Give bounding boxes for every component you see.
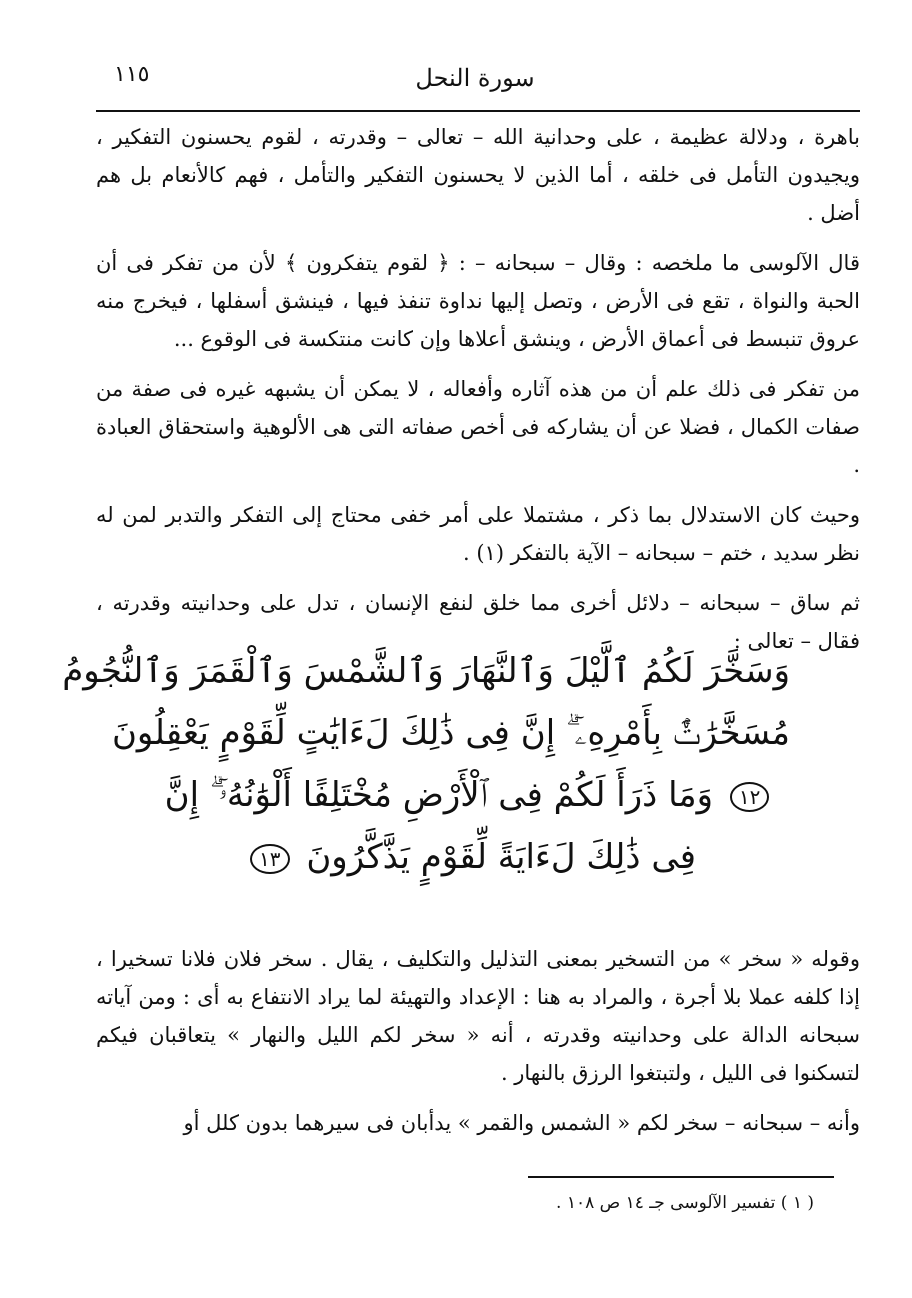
paragraph-2: قال الآلوسى ما ملخصه : وقال – سبحانه – : ﴿ لقوم يتفكرون ﴾ لأن من تفكر فى أن الحبة والنواة ، تقع فى الأرض ، وتصل إليها نداوة تنفذ فيها ، فينشق أسفلها ، فيخرج منه عروق تنبسط فى أعماق الأرض ، وينشق أعلاها وإن كانت منتكسة فى الوقوع ... <box>96 251 860 351</box>
footnote: ( ١ ) تفسير الآلوسى جـ ١٤ ص ١٠٨ . <box>556 1193 814 1213</box>
commentary-bottom <box>96 940 860 1154</box>
quran-verse-block <box>62 640 790 910</box>
ayah-number-13: ١٣ <box>250 844 289 874</box>
surah-title: سورة النحل <box>415 64 535 92</box>
commentary-top <box>96 118 860 672</box>
page-number: ١١٥ <box>114 62 150 87</box>
verse-line-4 <box>150 826 790 888</box>
page-header <box>110 58 840 98</box>
paragraph-7: وأنه – سبحانه – سخر لكم « الشمس والقمر » يدأبان فى سيرهما بدون كلل أو <box>183 1111 860 1135</box>
header-divider <box>96 110 860 112</box>
paragraph-4: وحيث كان الاستدلال بما ذكر ، مشتملا على أمر خفى محتاج إلى التفكر والتدبر لمن له نظر سديد ، ختم – سبحانه – الآية بالتفكر (١) . <box>96 503 860 565</box>
footnote-divider <box>528 1176 834 1178</box>
paragraph-1: باهرة ، ودلالة عظيمة ، على وحدانية الله – تعالى – وقدرته ، لقوم يحسنون التفكير ، ويجيدون التأمل فى خلقه ، أما الذين لا يحسنون التفكير والتأمل ، فهم كالأنعام بل هم أضل . <box>96 125 860 225</box>
paragraph-6: وقوله « سخر » من التسخير بمعنى التذليل والتكليف ، يقال . سخر فلان فلانا تسخيرا ، إذا كلفه عملا بلا أجرة ، والمراد به هنا : الإعداد والتهيئة لما يراد الانتفاع به أى : ومن آياته سبحانه الدالة على وحدانيته وقدرته ، أنه « سخر لكم الليل والنهار » يتعاقبان فيكم لتسكنوا فى الليل ، ولتبتغوا الرزق بالنهار . <box>96 947 860 1085</box>
paragraph-5: ثم ساق – سبحانه – دلائل أخرى مما خلق لنفع الإنسان ، تدل على وحدانيته وقدرته ، فقال – تعالى : <box>96 591 860 653</box>
verse-line-4-text: فِى ذَٰلِكَ لَءَايَةً لِّقَوْمٍ يَذَّكَّرُونَ <box>306 837 696 877</box>
verse-line-3-text: وَمَا ذَرَأَ لَكُمْ فِى ٱلْأَرْضِ مُخْتَلِفًا أَلْوَٰنُهُۥٓ ۗ إِنَّ <box>164 775 714 815</box>
verse-line-3 <box>150 764 790 826</box>
ayah-number-12: ١٢ <box>730 782 769 812</box>
paragraph-3: من تفكر فى ذلك علم أن من هذه آثاره وأفعاله ، لا يمكن أن يشبهه غيره فى صفة من صفات الكمال ، فضلا عن أن يشاركه فى أخص صفاته التى هى الألوهية واستحقاق العبادة . <box>96 377 860 477</box>
verse-line-2: مُسَخَّرَٰتٌۢ بِأَمْرِهِۦٓ ۗ إِنَّ فِى ذَٰلِكَ لَءَايَٰتٍ لِّقَوْمٍ يَعْقِلُونَ <box>111 713 790 753</box>
verse-line-1: وَسَخَّرَ لَكُمُ ٱلَّيْلَ وَٱلنَّهَارَ وَٱلشَّمْسَ وَٱلْقَمَرَ وَٱلنُّجُومُ <box>62 651 790 691</box>
